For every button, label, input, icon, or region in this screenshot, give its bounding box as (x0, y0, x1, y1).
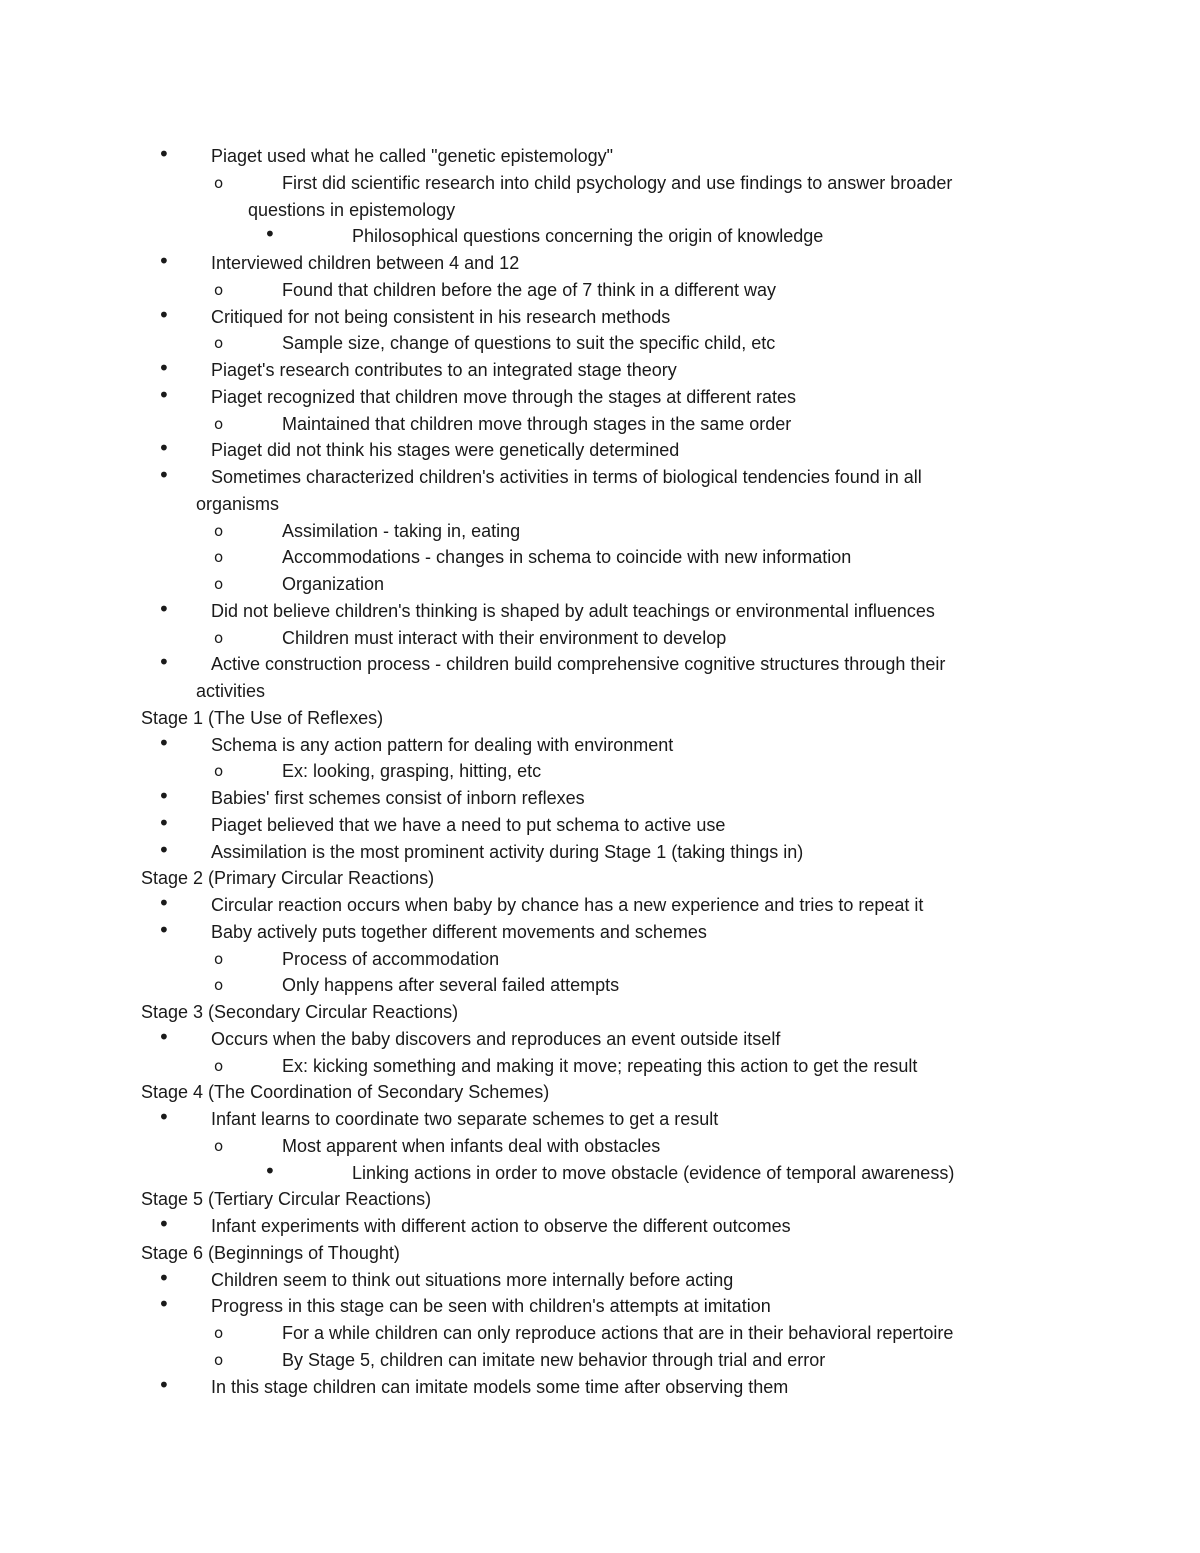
list-item-text: Babies' first schemes consist of inborn reflexes (211, 788, 585, 808)
list-item-text: Critiqued for not being consistent in his research methods (211, 307, 671, 327)
list-item-text: Piaget used what he called "genetic epistemology" (211, 146, 614, 166)
list-item-text: Process of accommodation (282, 949, 500, 969)
bullet-icon: • (158, 383, 170, 407)
circle-bullet-icon: o (214, 575, 224, 593)
circle-bullet-icon: o (214, 174, 224, 192)
circle-bullet-icon: o (214, 522, 224, 540)
list-item-text: Circular reaction occurs when baby by chance has a new experience and tries to repeat it (211, 895, 924, 915)
bullet-icon: • (158, 463, 170, 487)
circle-bullet-icon: o (214, 950, 224, 968)
stage-heading: Stage 4 (The Coordination of Secondary Schemes) (141, 1082, 550, 1102)
bullet-icon: • (158, 784, 170, 808)
list-item-text: Sample size, change of questions to suit the specific child, etc (282, 333, 776, 353)
list-item-text: For a while children can only reproduce actions that are in their behavioral repertoire (282, 1323, 954, 1343)
stage-heading: Stage 6 (Beginnings of Thought) (141, 1243, 400, 1263)
bullet-icon: • (158, 1266, 170, 1290)
bullet-icon: • (158, 249, 170, 273)
bullet-icon: • (158, 918, 170, 942)
list-item-text: Found that children before the age of 7 think in a different way (282, 280, 776, 300)
bullet-icon: • (158, 1105, 170, 1129)
list-item-text: Organization (282, 574, 385, 594)
bullet-icon: • (158, 1292, 170, 1316)
stage-heading: Stage 3 (Secondary Circular Reactions) (141, 1002, 459, 1022)
stage-heading: Stage 1 (The Use of Reflexes) (141, 708, 384, 728)
list-item-text: Ex: looking, grasping, hitting, etc (282, 761, 542, 781)
list-item-text: Linking actions in order to move obstacle (evidence of temporal awareness) (352, 1163, 955, 1183)
list-item-text: Maintained that children move through stages in the same order (282, 414, 792, 434)
list-item-text: Interviewed children between 4 and 12 (211, 253, 520, 273)
list-item-text: Baby actively puts together different movements and schemes (211, 922, 707, 942)
circle-bullet-icon: o (214, 548, 224, 566)
list-item-text: Only happens after several failed attempts (282, 975, 620, 995)
list-item-text: Active construction process - children build comprehensive cognitive structures through their (211, 654, 946, 674)
bullet-icon: • (158, 142, 170, 166)
list-item-text: Ex: kicking something and making it move; repeating this action to get the result (282, 1056, 918, 1076)
circle-bullet-icon: o (214, 1057, 224, 1075)
list-item-text: Piaget did not think his stages were genetically determined (211, 440, 680, 460)
list-item-text: Schema is any action pattern for dealing with environment (211, 735, 674, 755)
circle-bullet-icon: o (214, 762, 224, 780)
list-item-continuation: activities (196, 681, 266, 701)
bullet-icon: • (158, 731, 170, 755)
circle-bullet-icon: o (214, 629, 224, 647)
list-item-text: Progress in this stage can be seen with children's attempts at imitation (211, 1296, 771, 1316)
bullet-icon: • (264, 1159, 276, 1183)
list-item-text: Infant learns to coordinate two separate schemes to get a result (211, 1109, 719, 1129)
bullet-icon: • (158, 597, 170, 621)
circle-bullet-icon: o (214, 281, 224, 299)
bullet-icon: • (158, 356, 170, 380)
circle-bullet-icon: o (214, 1324, 224, 1342)
list-item-continuation: organisms (196, 494, 280, 514)
circle-bullet-icon: o (214, 976, 224, 994)
circle-bullet-icon: o (214, 334, 224, 352)
list-item-text: Infant experiments with different action to observe the different outcomes (211, 1216, 791, 1236)
list-item-text: In this stage children can imitate models some time after observing them (211, 1377, 789, 1397)
list-item-text: Piaget believed that we have a need to put schema to active use (211, 815, 726, 835)
list-item-text: Did not believe children's thinking is shaped by adult teachings or environmental influences (211, 601, 935, 621)
bullet-icon: • (158, 811, 170, 835)
list-item-text: Assimilation - taking in, eating (282, 521, 521, 541)
list-item-text: Children must interact with their environment to develop (282, 628, 727, 648)
list-item-text: Occurs when the baby discovers and reproduces an event outside itself (211, 1029, 781, 1049)
circle-bullet-icon: o (214, 1137, 224, 1155)
list-item-text: Sometimes characterized children's activities in terms of biological tendencies found in all (211, 467, 922, 487)
list-item-text: Philosophical questions concerning the origin of knowledge (352, 226, 824, 246)
list-item-text: Piaget recognized that children move through the stages at different rates (211, 387, 797, 407)
bullet-icon: • (158, 1025, 170, 1049)
bullet-icon: • (158, 650, 170, 674)
list-item-text: Accommodations - changes in schema to coincide with new information (282, 547, 852, 567)
list-item-text: Assimilation is the most prominent activity during Stage 1 (taking things in) (211, 842, 804, 862)
list-item-continuation: questions in epistemology (248, 200, 456, 220)
list-item-text: Children seem to think out situations more internally before acting (211, 1270, 734, 1290)
stage-heading: Stage 2 (Primary Circular Reactions) (141, 868, 435, 888)
bullet-icon: • (158, 436, 170, 460)
list-item-text: Most apparent when infants deal with obstacles (282, 1136, 661, 1156)
bullet-icon: • (264, 222, 276, 246)
bullet-icon: • (158, 891, 170, 915)
bullet-icon: • (158, 303, 170, 327)
list-item-text: By Stage 5, children can imitate new behavior through trial and error (282, 1350, 826, 1370)
stage-heading: Stage 5 (Tertiary Circular Reactions) (141, 1189, 432, 1209)
list-item-text: First did scientific research into child psychology and use findings to answer broader (282, 173, 953, 193)
bullet-icon: • (158, 838, 170, 862)
bullet-icon: • (158, 1212, 170, 1236)
list-item-text: Piaget's research contributes to an integrated stage theory (211, 360, 677, 380)
bullet-icon: • (158, 1373, 170, 1397)
circle-bullet-icon: o (214, 415, 224, 433)
circle-bullet-icon: o (214, 1351, 224, 1369)
